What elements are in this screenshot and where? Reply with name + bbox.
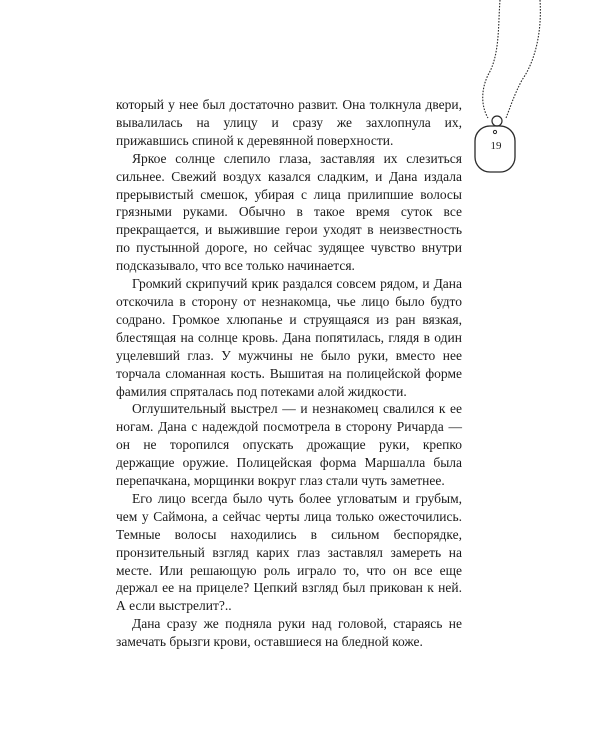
- paragraph: Оглушительный выстрел — и незнакомец свалился к ее ногам. Дана с надеждой посмотрела в сторону Ричарда — он не торопился опускать дрожащие руки, крепко держащие оружие. Полицейская форма Маршалла была перепачкана, морщинки вокруг глаз стали чуть заметнее.: [116, 401, 462, 489]
- body-text: [116, 96, 462, 651]
- paragraph: Громкий скрипучий крик раздался совсем рядом, и Дана отскочила в сторону от незнакомца, чье лицо было будто содрано. Громкое хлюпанье и струящаяся из ран вязкая, блестящая на солнце кровь. Дана попятилась, глядя в один уцелевший глаз. У мужчины не было руки, вместо нее торчала сломанная кость. Вышитая на полицейской форме фамилия спряталась под потеками алой жидкости.: [116, 276, 462, 399]
- paragraph: Его лицо всегда было чуть более угловатым и грубым, чем у Саймона, а сейчас черты лица только ожесточились. Темные волосы находились в сильном беспорядке, пронзительный взгляд карих глаз заставлял замереть на месте. Или решающую роль играло то, что он все еще держал ее на прицеле? Цепкий взгляд был прикован к ней. А если выстрелит?..: [116, 490, 462, 614]
- page-number: 19: [490, 140, 502, 152]
- paragraph: Дана сразу же подняла руки над головой, стараясь не замечать брызги крови, оставшиеся на бледной коже.: [116, 616, 462, 650]
- paragraph: Яркое солнце слепило глаза, заставляя их слезиться сильнее. Свежий воздух казался сладким, и Дана издала прерывистый смешок, убирая с лица прилипшие волосы грязными руками. Обычно в такое время суток все прекращается, и выжившие герои уходят в неизвестность по пустынной дороге, но сейчас зудящее чувство внутри подсказывало, что все только начинается.: [116, 150, 462, 274]
- paragraph: который у нее был достаточно развит. Она толкнула двери, вывалилась на улицу и сразу же захлопнула их, прижавшись спиной к деревянной поверхности.: [116, 97, 462, 148]
